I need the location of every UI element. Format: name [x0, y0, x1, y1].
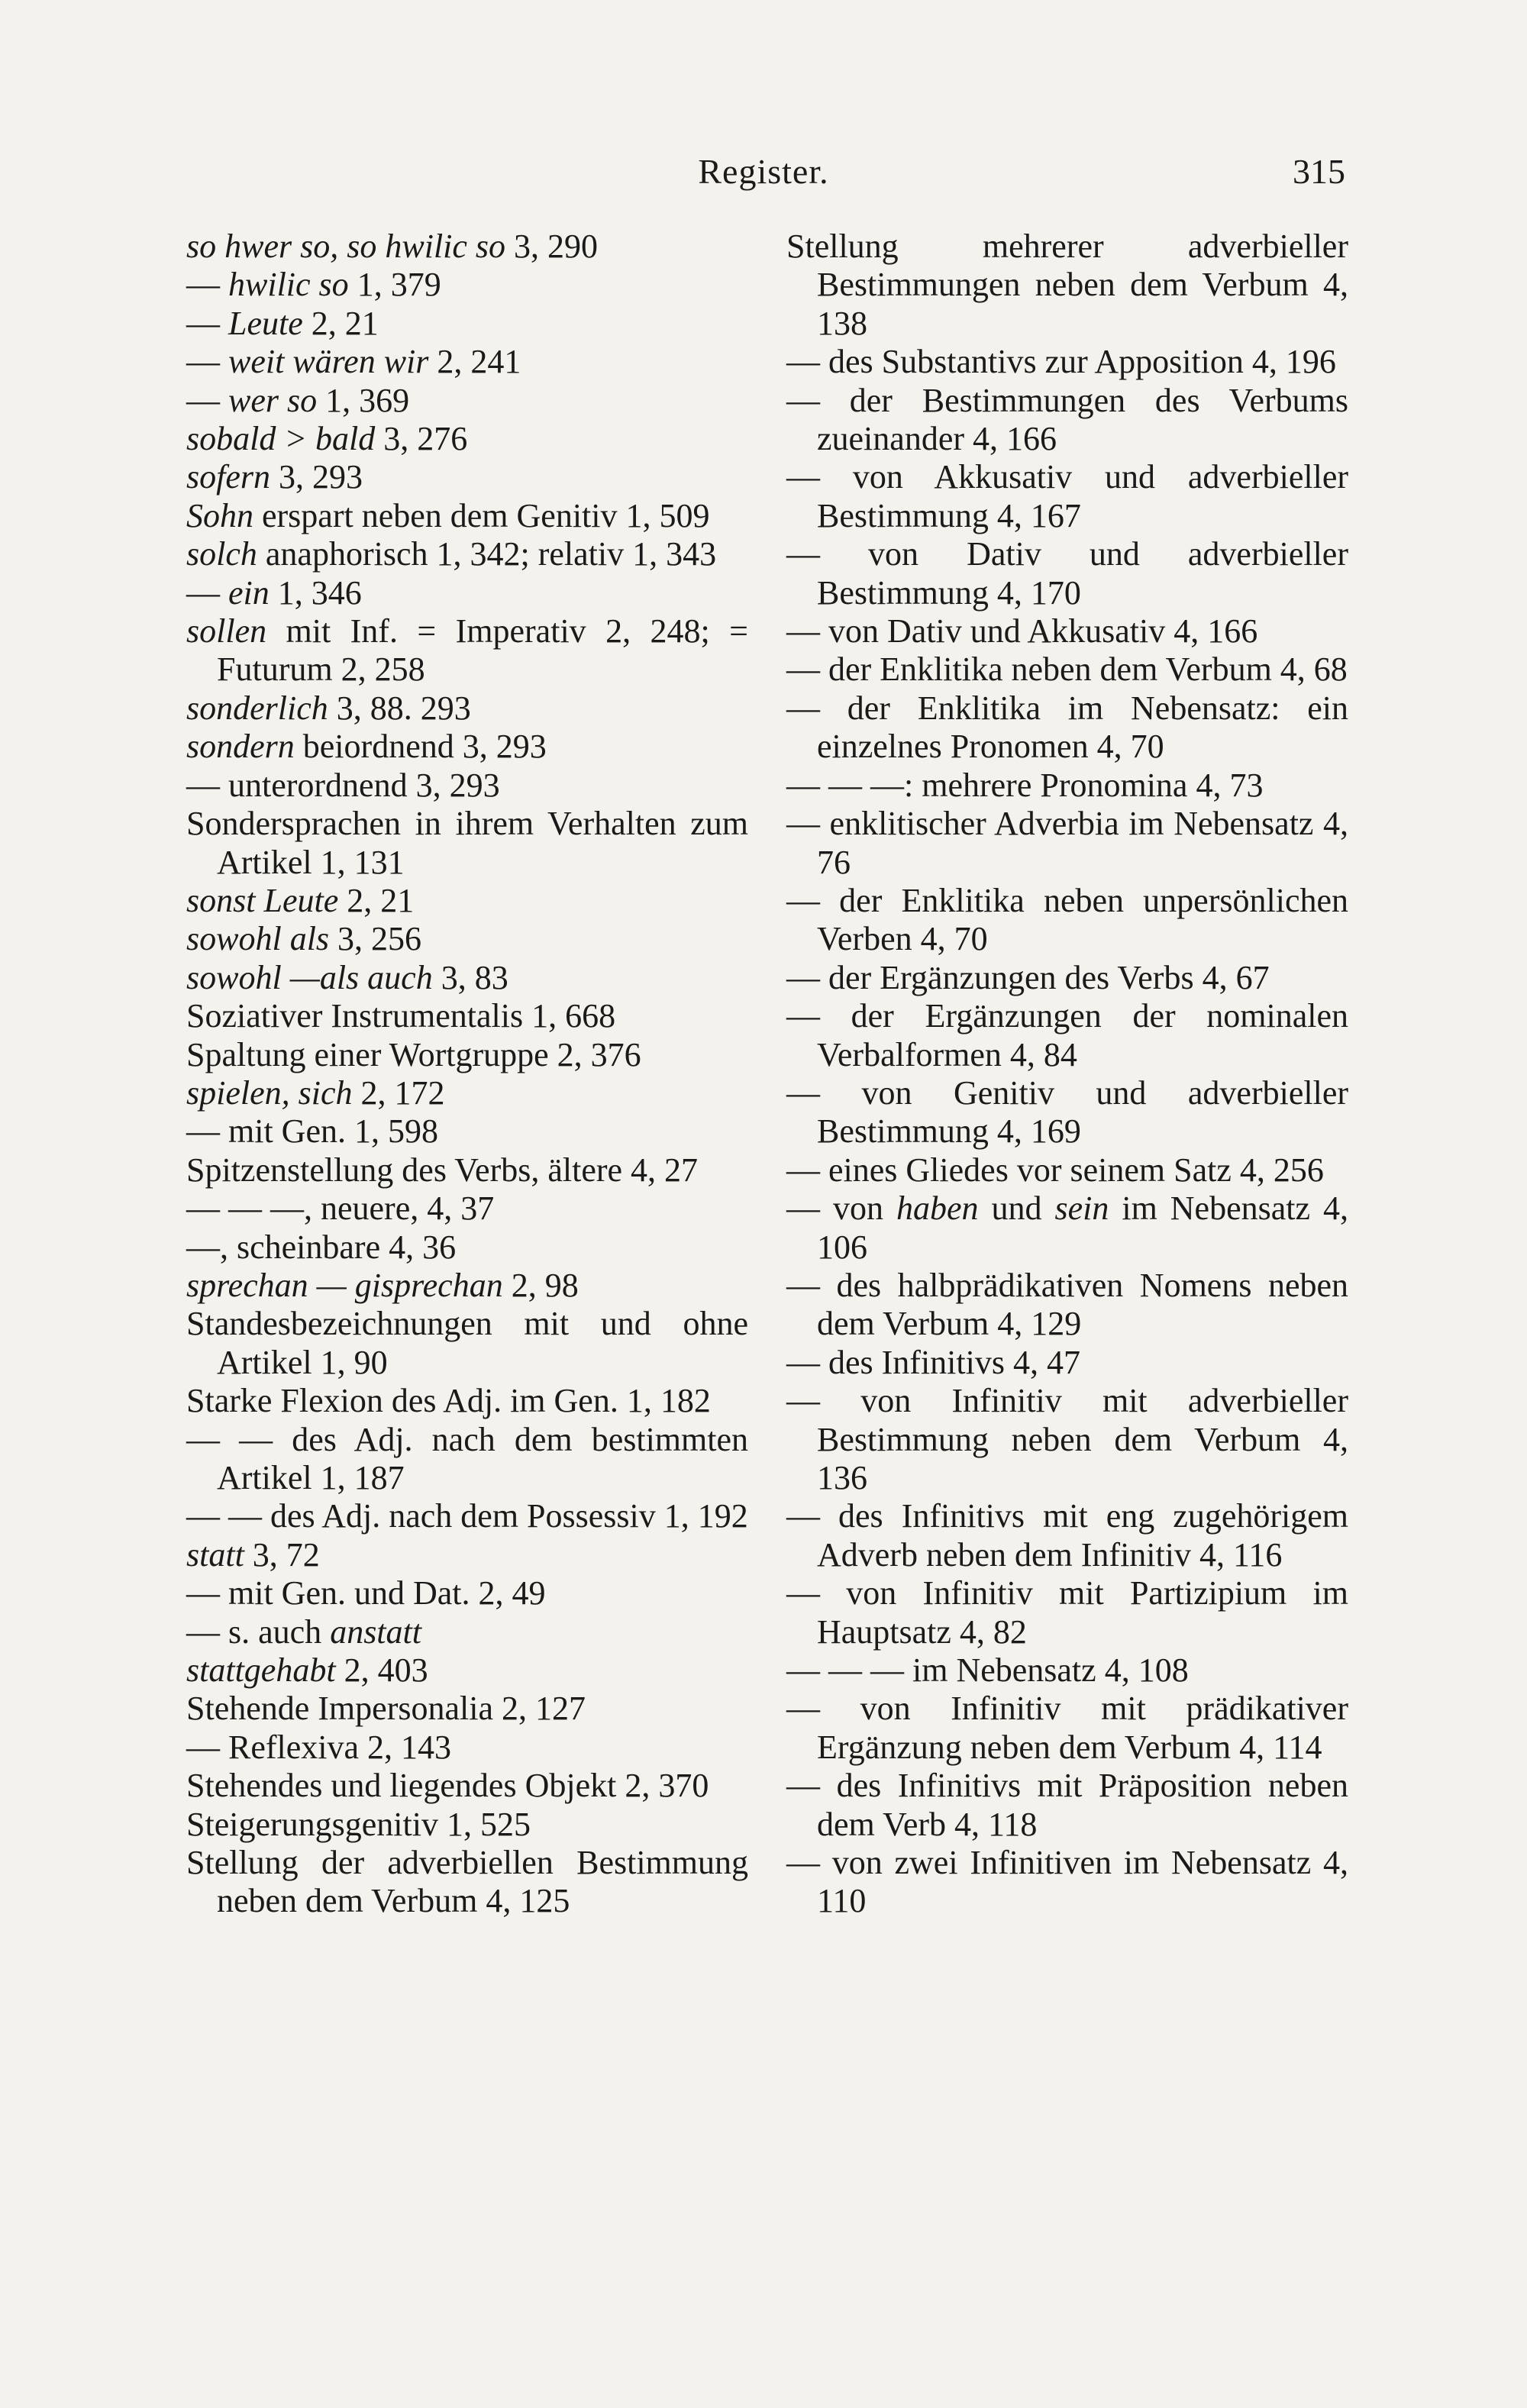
page-number: 315	[1293, 152, 1345, 191]
index-entry	[186, 266, 748, 304]
index-entry-text: 3, 293	[270, 458, 363, 496]
index-entry-text: — der Enklitika im Nebensatz: ein einzelnes Pronomen 4, 70	[786, 689, 1357, 766]
index-entry	[786, 381, 1357, 459]
index-entry-text: — der Ergänzungen des Verbs 4, 67	[786, 958, 1270, 996]
index-entry-text: mit Inf. = Imperativ 2, 248; = Futurum 2, 258	[217, 612, 757, 689]
index-entry-text: — von	[786, 1189, 896, 1228]
index-entry-text: Spitzenstellung des Verbs, ältere 4, 27	[186, 1151, 699, 1189]
running-title: Register.	[698, 152, 829, 191]
index-entry	[186, 997, 748, 1035]
index-entry	[186, 1613, 748, 1651]
index-entry-text: 2, 21	[338, 881, 415, 919]
index-entry-term: sowohl —als auch	[186, 958, 433, 996]
index-entry	[186, 1536, 748, 1574]
index-entry-term: solch	[186, 535, 257, 573]
index-entry	[786, 1690, 1357, 1767]
index-entry-text: 3, 88. 293	[328, 689, 471, 727]
index-entry	[186, 1267, 748, 1305]
index-entry-text: 2, 172	[352, 1073, 445, 1112]
index-entry	[186, 959, 748, 997]
index-entry-text: — mit Gen. und Dat. 2, 49	[186, 1574, 546, 1612]
index-entry-text: Sondersprachen in ihrem Verhalten zum Artikel 1, 131	[186, 805, 755, 881]
index-entry-text: — von Infinitiv mit Partizipium im Hauptsatz 4, 82	[786, 1574, 1357, 1651]
index-entry-text: — — —, neuere, 4, 37	[186, 1189, 495, 1228]
index-entry-text: Steigerungsgenitiv 1, 525	[186, 1805, 531, 1843]
index-entry-text: — der Ergänzungen der nominalen Verbalformen 4, 84	[786, 997, 1357, 1073]
index-entry-text: — von zwei Infinitiven im Nebensatz 4, 110	[786, 1844, 1357, 1920]
index-entry	[186, 1151, 748, 1189]
index-entry-term: hwilic so	[228, 266, 349, 304]
index-entry-text: — der Enklitika neben unpersönlichen Verben 4, 70	[786, 881, 1357, 958]
index-entry	[186, 458, 748, 496]
index-entry-text: — von Dativ und Akkusativ 4, 166	[786, 612, 1258, 650]
index-entry-text: 2, 241	[428, 343, 521, 381]
index-entry-text: — des Infinitivs 4, 47	[786, 1343, 1080, 1381]
index-entry	[186, 1189, 748, 1228]
index-entry	[786, 1382, 1357, 1497]
index-entry	[786, 458, 1357, 535]
index-entry-text: — mit Gen. 1, 598	[186, 1112, 438, 1151]
index-entry	[186, 420, 748, 458]
index-entry	[186, 1806, 748, 1844]
index-entry	[186, 1767, 748, 1805]
index-entry	[786, 1344, 1348, 1382]
index-entry-text: 3, 83	[432, 958, 508, 996]
index-entry-text: 3, 290	[505, 228, 599, 265]
index-entry	[786, 1151, 1348, 1189]
index-entry-text: — des Infinitivs mit Präposition neben dem Verb 4, 118	[786, 1767, 1357, 1843]
index-entry-text: — der Enklitika neben dem Verbum 4, 68	[786, 650, 1348, 689]
index-entry-term: sondern	[186, 728, 295, 766]
index-entry	[186, 1305, 755, 1382]
index-entry	[786, 1574, 1357, 1651]
index-entry-text: —	[186, 304, 228, 342]
index-entry-text: beiordnend 3, 293	[294, 728, 547, 766]
index-entry-text: —, scheinbare 4, 36	[186, 1228, 457, 1266]
index-entry	[786, 228, 1357, 343]
index-entry-text: 2, 98	[502, 1266, 579, 1304]
index-entry-text: — unterordnend 3, 293	[186, 766, 500, 804]
index-entry	[186, 343, 748, 381]
index-entry-term: anstatt	[330, 1612, 421, 1651]
index-entry	[186, 728, 748, 766]
index-entry	[786, 689, 1357, 767]
index-entry	[186, 1651, 748, 1690]
index-entry-text: 1, 369	[317, 381, 410, 419]
index-entry-term: wer so	[228, 381, 318, 419]
index-entry-text: — des halbprädikativen Nomens neben dem Verbum 4, 129	[786, 1266, 1357, 1343]
index-entry	[786, 1073, 1357, 1151]
index-entry-text: erspart neben dem Genitiv 1, 509	[253, 496, 710, 534]
index-entry-text: Stellung mehrerer adverbieller Bestimmungen neben dem Verbum 4, 138	[786, 228, 1357, 342]
index-entry-text: —	[186, 381, 228, 419]
index-entry-term: sofern	[186, 458, 270, 496]
index-column-left	[186, 228, 757, 1921]
index-entry-term: Leute	[228, 304, 303, 342]
index-entry	[786, 535, 1357, 612]
index-entry-term: sonst Leute	[186, 881, 339, 919]
index-entry	[186, 1729, 748, 1767]
index-entry	[186, 1074, 748, 1112]
index-entry	[786, 650, 1348, 689]
index-entry-term: sowohl als	[186, 920, 330, 958]
index-entry-term: sobald > bald	[186, 420, 376, 458]
index-entry-text: 2, 21	[302, 304, 379, 342]
index-entry-text: 3, 72	[244, 1535, 320, 1574]
index-entry	[186, 228, 748, 266]
index-entry	[786, 1497, 1355, 1574]
index-entry-text: — von Infinitiv mit adverbieller Bestimmung neben dem Verbum 4, 136	[786, 1382, 1357, 1496]
index-entry	[786, 1189, 1357, 1267]
index-entry	[186, 920, 748, 958]
index-entry	[786, 1266, 1357, 1344]
index-entry-text: — Reflexiva 2, 143	[186, 1728, 452, 1766]
index-entry-text: 3, 256	[329, 920, 422, 958]
index-entry-text: — des Infinitivs mit eng zugehörigem Adverb neben dem Infinitiv 4, 116	[786, 1497, 1355, 1574]
index-entry-text: — — des Adj. nach dem Possessiv 1, 192	[186, 1497, 748, 1535]
index-entry-term: sprechan — gisprechan	[186, 1266, 503, 1304]
index-entry-text: — enklitischer Adverbia im Nebensatz 4, 76	[786, 805, 1357, 881]
index-entry	[186, 1574, 748, 1612]
index-entry-text: anaphorisch 1, 342; relativ 1, 343	[257, 535, 717, 573]
index-entry	[186, 612, 757, 689]
index-entry	[186, 1420, 755, 1498]
index-entry-term: ein	[228, 573, 270, 612]
index-entry-text: Stellung der adverbiellen Bestimmung neben dem Verbum 4, 125	[186, 1844, 757, 1920]
index-entry-text: 2, 403	[335, 1651, 428, 1690]
index-entry-text: Soziativer Instrumentalis 1, 668	[186, 997, 616, 1035]
index-entry	[786, 1651, 1348, 1690]
index-entry-text: — eines Gliedes vor seinem Satz 4, 256	[786, 1151, 1324, 1189]
index-entry-text: Stehende Impersonalia 2, 127	[186, 1690, 586, 1728]
index-entry-text: — der Bestimmungen des Verbums zueinander 4, 166	[786, 381, 1357, 458]
index-entry	[186, 1228, 748, 1267]
index-entry-text: — s. auch	[186, 1612, 331, 1651]
index-entry-term: Sohn	[186, 496, 253, 534]
index-entry-text: Standesbezeichnungen mit und ohne Artikel 1, 90	[186, 1305, 755, 1381]
index-entry-term: sonderlich	[186, 689, 328, 727]
index-entry-text: 3, 276	[375, 420, 468, 458]
index-entry	[186, 497, 748, 535]
index-entry-text: und	[978, 1189, 1055, 1228]
index-entry	[786, 805, 1357, 882]
index-entry	[786, 612, 1348, 650]
index-entry	[186, 1036, 748, 1074]
index-entry-term: spielen, sich	[186, 1073, 353, 1112]
index-entry-text: —	[186, 573, 228, 612]
index-entry	[186, 1497, 748, 1535]
index-entry	[186, 689, 748, 728]
index-entry-term: statt	[186, 1535, 244, 1574]
index-entry-text: Stehendes und liegendes Objekt 2, 370	[186, 1767, 709, 1805]
index-entry	[186, 382, 748, 420]
index-entry-text: — des Substantivs zur Apposition 4, 196	[786, 343, 1336, 381]
index-entry	[186, 1382, 748, 1420]
index-entry-text: — von Infinitiv mit prädikativer Ergänzung neben dem Verbum 4, 114	[786, 1690, 1357, 1766]
index-entry-text: — — — im Nebensatz 4, 108	[786, 1651, 1189, 1690]
index-entry	[186, 305, 748, 343]
index-entry	[186, 1112, 748, 1151]
index-entry	[786, 997, 1357, 1074]
index-entry-text: 1, 379	[348, 266, 441, 304]
index-entry-text: — — —: mehrere Pronomina 4, 73	[786, 766, 1264, 804]
index-entry	[186, 805, 755, 882]
index-entry	[786, 343, 1348, 381]
index-entry	[786, 1844, 1357, 1921]
index-entry	[186, 882, 748, 920]
index-entry-term: sollen	[186, 612, 267, 650]
index-entry-term: so hwer so, so hwilic so	[186, 228, 506, 265]
index-entry-term: haben	[896, 1189, 979, 1228]
index-entry	[786, 767, 1348, 805]
index-entry-text: Spaltung einer Wortgruppe 2, 376	[186, 1035, 641, 1073]
index-entry	[186, 767, 748, 805]
index-entry-text: im Nebensatz 4, 106	[817, 1189, 1357, 1266]
index-entry	[786, 881, 1357, 959]
index-entry	[186, 1690, 748, 1728]
index-entry-text: Starke Flexion des Adj. im Gen. 1, 182	[186, 1382, 711, 1420]
index-entry-text: —	[186, 266, 228, 304]
index-entry	[186, 1844, 757, 1921]
index-entry	[186, 574, 748, 612]
index-entry-text: — von Akkusativ und adverbieller Bestimmung 4, 167	[786, 458, 1357, 534]
index-entry	[786, 959, 1348, 997]
index-entry	[786, 1767, 1357, 1844]
index-column-right	[786, 228, 1357, 1921]
index-entry-term: weit wären wir	[228, 343, 429, 381]
index-entry	[186, 535, 748, 573]
index-entry-text: —	[186, 343, 228, 381]
index-entry-term: sein	[1054, 1189, 1109, 1228]
index-entry-term: stattgehabt	[186, 1651, 336, 1690]
index-entry-text: — von Dativ und adverbieller Bestimmung 4, 170	[786, 535, 1357, 612]
index-entry-text: — von Genitiv und adverbieller Bestimmung 4, 169	[786, 1073, 1357, 1151]
index-entry-text: — — des Adj. nach dem bestimmten Artikel 1, 187	[186, 1420, 755, 1496]
index-entry-text: 1, 346	[269, 573, 362, 612]
